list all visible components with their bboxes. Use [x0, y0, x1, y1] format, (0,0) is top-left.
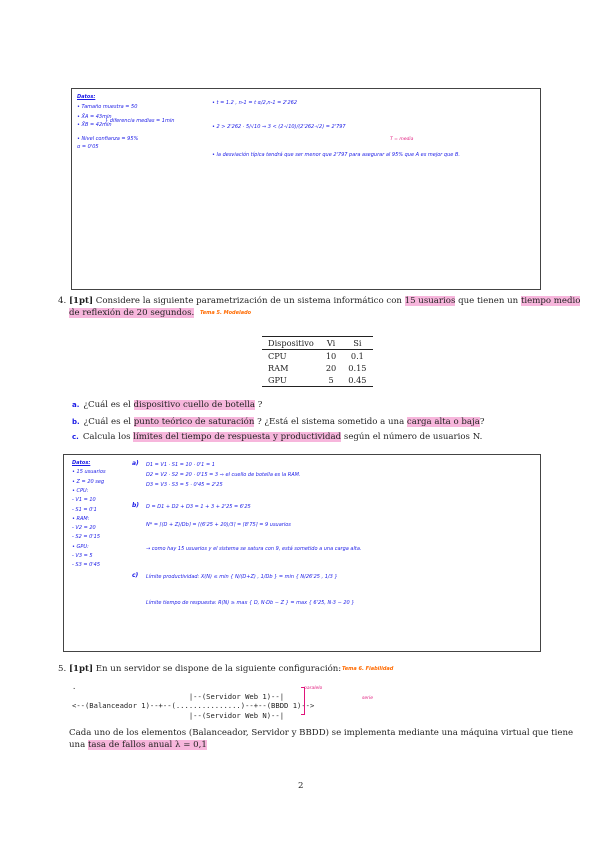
part-label: a)	[132, 460, 139, 467]
highlight-users: 15 usuarios	[404, 296, 456, 306]
question-points: [1pt]	[68, 664, 94, 674]
handwritten-line: Datos:	[77, 94, 96, 100]
handwritten-line: } diferencia medias = 1min	[105, 118, 175, 124]
sub-question-text: según el número de usuarios N.	[343, 432, 483, 442]
handwritten-line: D2 = V2 · S2 = 20 · 0'15 = 3 ⇒ el cuello de botella es la RAM.	[146, 472, 301, 478]
sub-question-text: ¿Cuál es el	[83, 417, 132, 427]
part-label: c)	[132, 572, 139, 579]
sub-question	[72, 416, 484, 428]
sub-question-text: ¿Cuál es el	[83, 400, 131, 410]
table-header-cell: Vi	[320, 337, 342, 350]
table-row	[262, 350, 373, 363]
table-row	[262, 362, 373, 374]
handwritten-line: - V2 = 20	[72, 525, 96, 532]
table-row	[262, 374, 373, 387]
question-number: 5.	[58, 664, 67, 674]
handwritten-line: • Tamaño muestra = 50	[77, 104, 138, 110]
table-header-cell: Dispositivo	[262, 337, 320, 350]
table-cell: 0.15	[348, 363, 367, 373]
handwritten-line: • CPU:	[72, 487, 89, 494]
handwritten-line: • 15 usuarios	[72, 469, 106, 476]
question-5-paragraph-2: una tasa de fallos anual λ = 0,1	[69, 740, 207, 750]
question-points: [1pt]	[68, 296, 94, 306]
sub-question-marker: c.	[72, 433, 79, 441]
question-text: Considere la siguiente parametrización de un sistema informático con	[95, 296, 402, 306]
sub-question	[72, 431, 482, 443]
parallel-bracket	[301, 687, 305, 715]
question-4-line-2	[69, 307, 194, 319]
handwritten-line: α = 0'05	[77, 144, 99, 150]
handwritten-line: - S2 = 0'15	[72, 534, 101, 541]
handwritten-line: • la desviación típica tendrá que ser menor que 2'797 para asegurar al 95% que A es mejor que B.	[212, 152, 460, 158]
sub-question-highlight: carga alta o baja	[406, 417, 480, 427]
topic-tag: Tema 5. Modelado	[200, 310, 252, 316]
sub-question-text: ?	[479, 417, 485, 427]
part-label: b)	[132, 502, 140, 509]
handwritten-line: • X̄B = 42min	[77, 122, 112, 128]
handwritten-line: → como hay 15 usuarios y el sistema se satura con 9, está sometido a una carga alta.	[146, 546, 362, 552]
page-number: 2	[298, 781, 304, 791]
sub-question-marker: a.	[72, 401, 80, 409]
sub-question-text: ?	[257, 400, 263, 410]
table-cell: 0.45	[342, 374, 372, 387]
handwritten-line: Límite tiempo de respuesta: R(N) ≥ max { D, N·Db − Z } = max { 6'25, N·3 − 20 }	[146, 600, 355, 606]
question-5-paragraph-1: Cada uno de los elementos (Balanceador, Servidor y BBDD) se implementa mediante una máquina virtual que tiene	[69, 728, 574, 738]
handwritten-line: - S3 = 0'45	[72, 562, 101, 569]
highlight-failure-rate: tasa de fallos anual λ = 0,1	[87, 740, 207, 750]
sub-question-text: Calcula los	[82, 432, 131, 442]
handwritten-line: - V3 = 5	[72, 553, 93, 559]
device-table	[262, 336, 373, 387]
sub-question-text: ? ¿Está el sistema sometido a una	[257, 417, 405, 427]
handwritten-line: • Z = 20 seg	[72, 478, 105, 485]
table-cell: 0.1	[350, 351, 364, 361]
question-number: 4.	[58, 296, 67, 306]
series-note: serie	[362, 696, 373, 701]
table-header-cell: Si	[342, 337, 372, 350]
margin-note: T = media	[390, 137, 414, 142]
handwritten-line: • t = 1.2 , n-1 = t α/2,n-1 = 2'262	[212, 100, 298, 106]
question-text: En un servidor se dispone de la siguiente configuración:	[95, 664, 342, 674]
table-cell: 5	[320, 374, 342, 387]
handwritten-line: Datos:	[72, 460, 91, 466]
handwritten-line: • 2 > 2'262 · 5/√10 ⇒ 3 < (2·√10)/(2'262·√2) = 2'797	[212, 124, 346, 130]
question-text: que tienen un	[458, 296, 519, 306]
handwritten-line: Límite productividad: X(N) ≤ min { N/(D+Z) , 1/Db } = min { N/26'25 , 1/3 }	[146, 574, 338, 580]
sub-question-highlight: dispositivo cuello de botella	[133, 400, 255, 410]
architecture-diagram: . |--(Servidor Web 1)--| <--(Balanceador 1)--+--(...............)--+--(BBDD 1)--> |--(Servidor Web N)--|	[72, 682, 315, 720]
question-4-line-1	[58, 295, 580, 307]
answer-box-2	[63, 454, 541, 652]
sub-question-marker: b.	[72, 418, 80, 426]
handwritten-line: • GPU:	[72, 543, 89, 550]
topic-tag: Tema 6. Fiabilidad	[342, 666, 394, 672]
handwritten-line: • Nivel confianza = 95%	[77, 136, 139, 142]
table-cell: 20	[325, 363, 337, 373]
table-header-row	[262, 337, 373, 350]
sub-question	[72, 399, 262, 411]
handwritten-line: - V1 = 10	[72, 497, 96, 504]
sub-question-highlight: límites del tiempo de respuesta y productividad	[133, 432, 342, 442]
handwritten-line: • X̄A = 43min	[77, 114, 112, 120]
handwritten-line: D3 = V3 · S3 = 5 · 0'45 = 2'25	[146, 482, 223, 488]
handwritten-line: D = D1 + D2 + D3 = 1 + 3 + 2'25 = 6'25	[146, 504, 251, 510]
highlight-think-time: tiempo medio	[520, 296, 581, 306]
table-cell: 10	[325, 351, 337, 361]
handwritten-line: N* = ⌈(D + Z)/Db⌉ = ⌈(6'25 + 20)/3⌉ = ⌈8'75⌉ = 9 usuarios	[146, 522, 291, 528]
highlight-think-time-2: de reflexión de 20 segundos.	[69, 308, 195, 318]
table-cell: GPU	[262, 374, 320, 387]
handwritten-line: • RAM:	[72, 515, 90, 522]
parallel-note: paralelo	[304, 686, 323, 691]
sub-question-highlight: punto teórico de saturación	[133, 417, 255, 427]
table-cell: CPU	[268, 351, 287, 361]
question-5-line	[58, 663, 341, 675]
answer-box-1	[71, 88, 541, 290]
handwritten-line: D1 = V1 · S1 = 10 · 0'1 = 1	[146, 462, 215, 468]
handwritten-line: - S1 = 0'1	[72, 506, 97, 513]
table-cell: RAM	[268, 363, 289, 373]
